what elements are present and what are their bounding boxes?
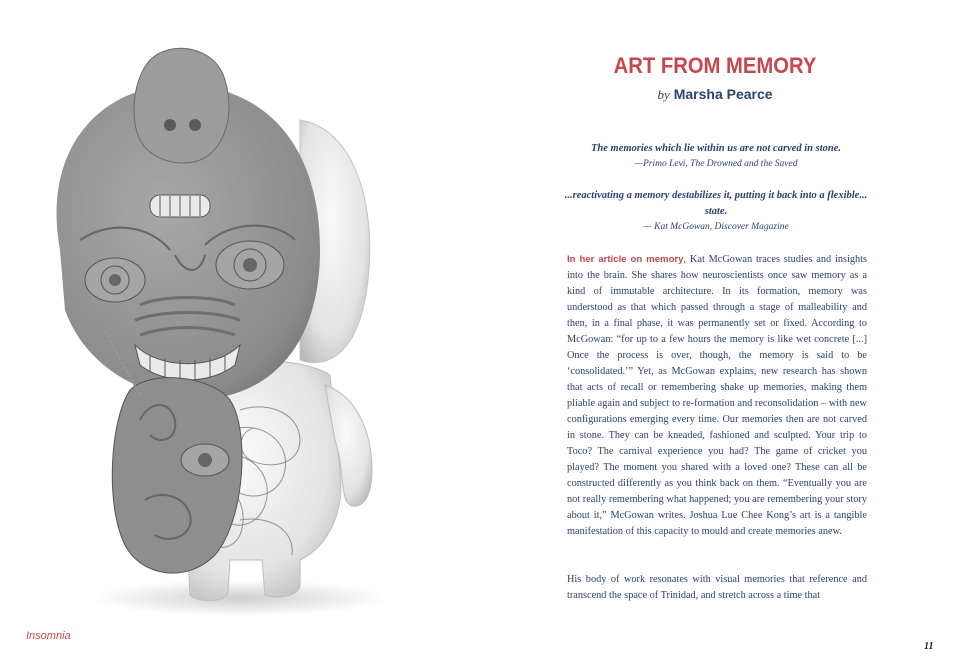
magazine-name: Insomnia (26, 630, 71, 642)
sculpture-photo (0, 0, 420, 625)
epigraph-quote-1 (560, 141, 872, 171)
quote-text: The memories which lie within us are not carved in stone. (591, 143, 841, 154)
ground-shadow (90, 580, 390, 616)
quote-text: ...reactivating a memory destabilizes it, putting it back into a flexible... state. (564, 190, 868, 217)
right-eye (216, 241, 284, 289)
quote-source: — Kat McGowan, Discover Magazine (643, 222, 789, 232)
byline-prefix: by (657, 87, 670, 102)
page-number: 11 (924, 641, 934, 652)
satchel-bag (112, 378, 242, 573)
article-link[interactable]: In her article on memory (567, 254, 684, 265)
byline (540, 86, 890, 104)
author-name: Marsha Pearce (673, 86, 773, 102)
body-text: , Kat McGowan traces studies and insights into the brain. She shares how neuroscientists once saw memory as a kind of immutable architecture. In its formation, memory was understood as that which passed through a stage of malleability and then, in a final phase, it was permanently set or fixed. According to McGowan: “for up to a few hours the memory is like wet concrete [...] Once the process is over, though, the memory is said to be ‘consolidated.’” Yet, as McGowan explains, new research has shown that acts of recall or remembering shake up memories, making them pliable again and subject to re-formation and reconsolidation – with new configurations emerging every time. Our memories then are not carved in stone. They can be kneaded, fashioned and sculpted. Your trip to Toco? The carnival experience you had? The game of cricket you played? The moment you shared with a loved one? These can all be constructed differently as you think back on them. “Eventually you are not really remembering what happened; you are remembering your story about it,” McGowan writes. Joshua Lue Chee Kong’s art is a tangible manifestation of this capacity to mould and create memories anew. (567, 254, 867, 537)
quote-source: —Primo Levi, The Drowned and the Saved (634, 159, 798, 169)
top-face (134, 48, 229, 163)
body-paragraph-2: His body of work resonates with visual memories that reference and transcend the space of Trinidad, and stretch across a time that (567, 574, 867, 601)
epigraph-quote-2 (560, 188, 872, 234)
body-paragraph-1 (567, 252, 867, 540)
article-title: ART FROM MEMORY (613, 53, 817, 78)
left-eye (85, 258, 145, 302)
